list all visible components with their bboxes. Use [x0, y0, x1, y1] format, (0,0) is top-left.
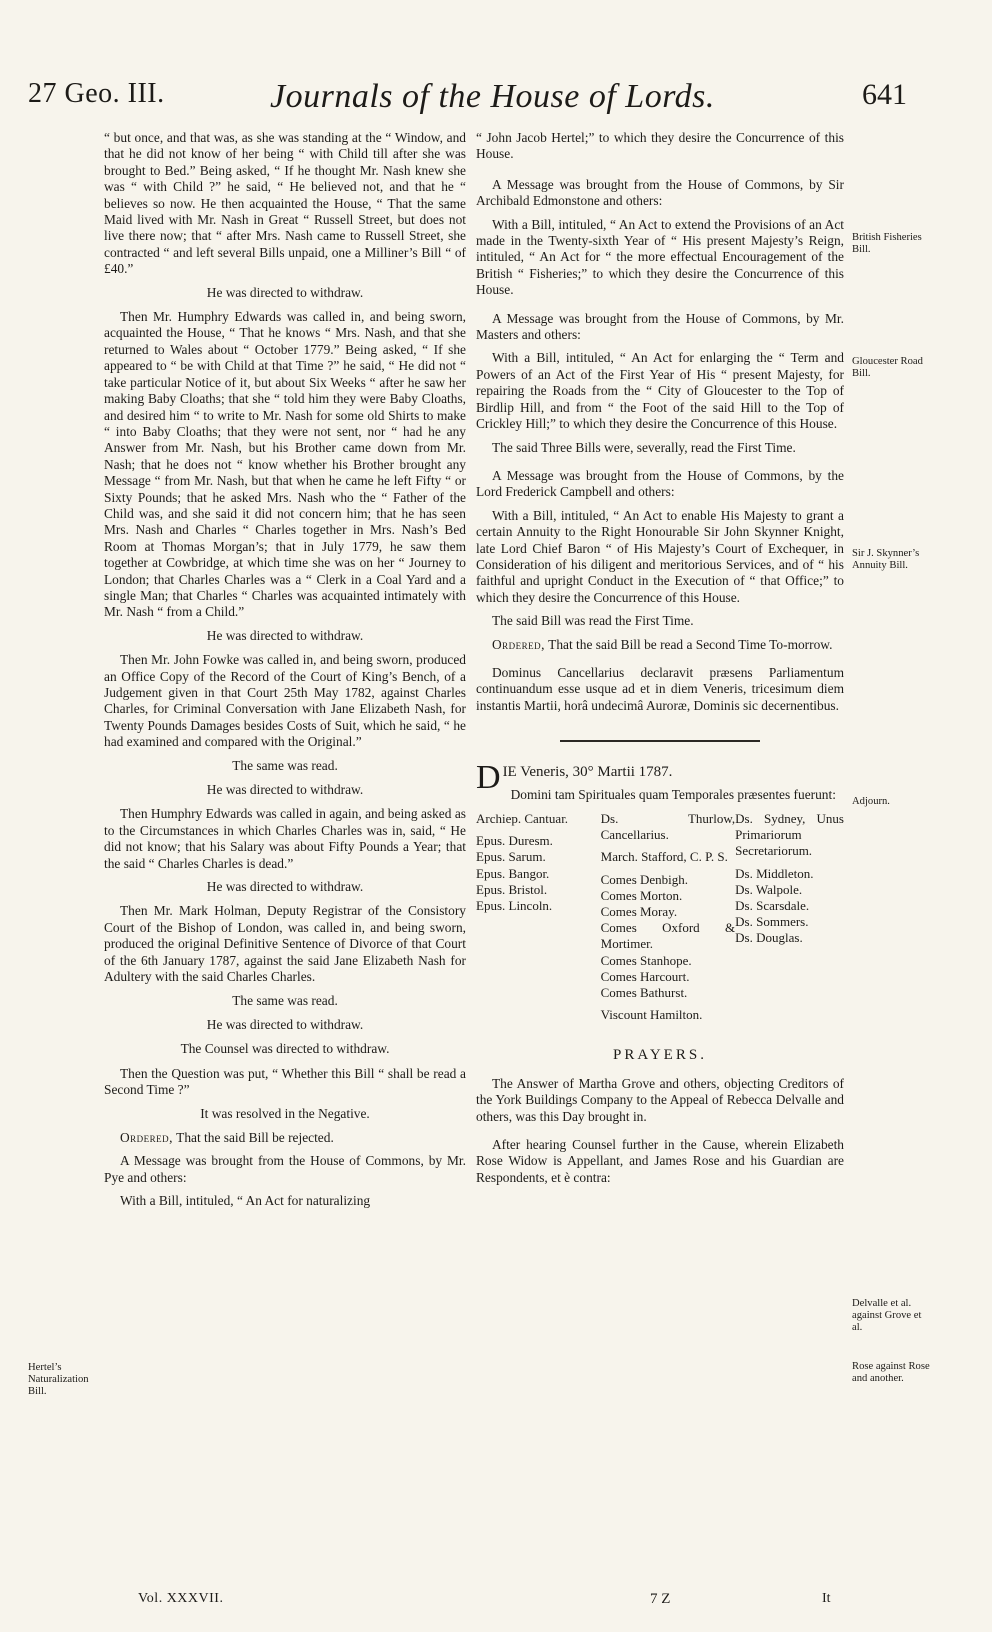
lord-entry: Epus. Bristol. — [476, 881, 548, 897]
lord-entry: March. Stafford, C. P. S. — [600, 849, 728, 865]
ordered-word: Ordered, — [120, 1129, 174, 1145]
message-paragraph: A Message was brought from the House of Commons, by Sir Archibald Edmonstone and others: — [476, 176, 844, 209]
lords-column-barons — [735, 811, 844, 1023]
testimony-paragraph: “ but once, and that was, as she was standing at the “ Window, and that he did not know of her being “ with Child till after she was brought to Bed.” Being asked, “ If he thought Mr. Nash knew she was “ with Child ?” he said, “ He believed not, and that he “ believes so now. He then acquainted the House, “ That the same Maid lived with Mr. Nash in Great “ Russell Street, but does not live there now; that “ after Mrs. Nash came to Russell Street, she contracted “ and left several Bills unpaid, one a Milliner’s Bill “ of £40.” — [104, 130, 466, 277]
lord-entry: Ds. Walpole. — [735, 881, 803, 897]
regnal-year: 27 Geo. III. — [28, 78, 165, 109]
lord-entry: Comes Harcourt. — [600, 968, 690, 984]
page-number: 641 — [862, 78, 907, 111]
withdraw-line: He was directed to withdraw. — [206, 627, 364, 643]
lord-entry: Epus. Lincoln. — [476, 898, 553, 914]
margin-note: Delvalle et al. against Grove et al. — [852, 1298, 922, 1333]
lords-column-spiritual — [476, 811, 601, 1023]
read-line: The same was read. — [232, 757, 338, 773]
catchword: It — [822, 1591, 831, 1606]
lord-entry: Ds. Sommers. — [735, 914, 809, 930]
page-header — [0, 78, 992, 118]
lord-entry: Epus. Sarum. — [476, 849, 546, 865]
message-paragraph: A Message was brought from the House of Commons, by Mr. Pye and others: — [104, 1153, 466, 1185]
margin-note: Adjourn. — [852, 796, 890, 807]
lord-entry: Ds. Douglas. — [735, 930, 803, 946]
margin-note: British Fisheries Bill. — [852, 232, 922, 255]
read-line: The same was read. — [232, 992, 338, 1008]
lord-entry: Epus. Bangor. — [476, 865, 550, 881]
first-reading-line: The said Bill was read the First Time. — [492, 613, 694, 629]
resolved-line: It was resolved in the Negative. — [200, 1105, 370, 1121]
lord-entry: Ds. Thurlow, Cancellarius. — [600, 811, 736, 843]
margin-note: Hertel’s Naturalization Bill. — [28, 1362, 89, 1397]
adjournment-paragraph: Dominus Cancellarius declaravit præsens Parliamentum continuandum esse usque ad et in diem Veneris, tricesimum diem instantis Martii, horâ undecimâ Auroræ, Dominis sic decernentibus. — [476, 664, 844, 713]
withdraw-line: He was directed to withdraw. — [206, 284, 364, 300]
bill-paragraph: With a Bill, intituled, “ An Act to extend the Provisions of an Act made in the Twenty-sixth Year of “ His present Majesty’s Reign, intituled, “ An Act for “ the more effectual Encouragement of the British “ Fisheries;” to which they desire the Concurrence of this House. — [476, 216, 844, 298]
section-divider — [560, 740, 760, 742]
bill-continuation: “ John Jacob Hertel;” to which they desire the Concurrence of this House. — [476, 130, 844, 162]
date-heading-text: IE Veneris, 30° Martii 1787. — [502, 764, 673, 781]
ordered-line — [104, 1130, 466, 1146]
question-line: Then the Question was put, “ Whether this Bill “ shall be read a Second Time ?” — [104, 1065, 466, 1098]
bill-paragraph: With a Bill, intituled, “ An Act to enable His Majesty to grant a certain Annuity to the Right Honourable Sir John Skynner Knight, late Lord Chief Baron “ of His Majesty’s Court of Exchequer, in Consideration of his diligent and meritorious Services, and of “ his faithful and upright Conduct in the Execution of “ that Office;” to which they desire the Concurrence of this House. — [476, 507, 844, 605]
withdraw-line: He was directed to withdraw. — [206, 879, 364, 895]
counsel-withdraw-line: The Counsel was directed to withdraw. — [180, 1041, 390, 1057]
withdraw-line: He was directed to withdraw. — [206, 1016, 364, 1032]
lords-present-list — [476, 811, 844, 1023]
margin-note: Gloucester Road Bill. — [852, 356, 923, 379]
signature-mark: 7 Z — [650, 1591, 671, 1607]
message-paragraph: A Message was brought from the House of Commons, by Mr. Masters and others: — [476, 310, 844, 343]
withdraw-line: He was directed to withdraw. — [206, 782, 364, 798]
bill-paragraph: With a Bill, intituled, “ An Act for naturalizing — [120, 1193, 371, 1209]
left-column — [104, 130, 466, 1217]
lord-entry: Comes Denbigh. — [600, 871, 689, 887]
journal-title: Journals of the House of Lords. — [270, 78, 715, 115]
answer-paragraph: The Answer of Martha Grove and others, objecting Creditors of the York Buildings Company to the Appeal of Rebecca Delvalle and others, was this Day brought in. — [476, 1075, 844, 1124]
ordered-line — [476, 637, 844, 653]
volume-label: Vol. XXXVII. — [138, 1591, 224, 1606]
drop-cap: D — [476, 759, 501, 797]
lords-column-temporal — [601, 811, 736, 1023]
margin-note: Rose against Rose and another. — [852, 1361, 930, 1384]
margin-note: Sir J. Skynner’s Annuity Bill. — [852, 548, 920, 571]
lord-entry: Ds. Middleton. — [735, 865, 814, 881]
lord-entry: Ds. Scarsdale. — [735, 898, 810, 914]
ordered-text: That the said Bill be read a Second Time To-morrow. — [548, 636, 833, 652]
lord-entry: Ds. Sydney, Unus Primariorum Secretariorum. — [735, 811, 844, 859]
lord-entry: Comes Stanhope. — [600, 952, 692, 968]
lord-entry: Comes Oxford & Mortimer. — [600, 920, 736, 952]
right-column — [476, 130, 844, 1193]
lord-entry: Comes Bathurst. — [600, 985, 688, 1001]
testimony-paragraph: Then Humphry Edwards was called in again, and being asked as to the Circumstances in which Charles Charles was in, said, “ He did not know; that his Salary was about Fifty Pounds a Year; that the said “ Charles Charles is dead.” — [104, 806, 466, 871]
bill-paragraph: With a Bill, intituled, “ An Act for enlarging the “ Term and Powers of an Act of the First Year of His “ present Majesty, for repairing the Roads from the “ City of Gloucester to the Top of Birdlip Hill, and from “ the Foot of the said Hill to the Top of Crickley Hill;” to which they desire the Concurrence of this House. — [476, 350, 844, 432]
lord-entry: Comes Morton. — [600, 887, 683, 903]
message-paragraph: A Message was brought from the House of Commons, by the Lord Frederick Campbell and others: — [476, 467, 844, 500]
ordered-word: Ordered, — [492, 636, 546, 652]
testimony-paragraph: Then Mr. Mark Holman, Deputy Registrar of the Consistory Court of the Bishop of London, was called in, and being sworn, produced the original Definitive Sentence of Divorce of that Court of the 6th January 1787, against the said Jane Elizabeth Nash for Adultery with the said Charles Charles. — [104, 903, 466, 985]
testimony-paragraph: Then Mr. Humphry Edwards was called in, and being sworn, acquainted the House, “ That he knows “ Mrs. Nash, and that she returned to Wales about “ October 1779.” Being asked, “ If she appeared to “ be with Child at that Time ?” he said, “ He did not “ take particular Notice of it, but about Six Weeks “ after he saw her making Baby Cloaths; that she “ told him they were Baby Cloaths, and desired him “ to write to Mr. Nash for some old Shirts to make “ into Baby Cloaths; that they were not sent, nor “ had he any Answer from Mr. Nash, but his Brother came down from Mr. Nash; that he does not “ know whether his Brother brought any Message “ from Mr. Nash, but that when he came he left Fifty “ or Sixty Pounds; that he asked Mrs. Nash who the “ Father of the Child was, and she said it did not concern him; that he has seen Mrs. Nash and Charles “ Charles together in Mrs. Nash’s Bed Room at Thomas Morgan’s; that in July 1779, he saw them together at Cowbridge, at which time she was on her “ Journey to London; that Charles Charles was a “ Clerk in a Coal Yard and a single Man; that Charles “ Charles was acquainted intimately with Mr. Nash “ from a Child.” — [104, 309, 466, 620]
lord-entry: Comes Moray. — [600, 904, 678, 920]
lord-entry: Archiep. Cantuar. — [476, 811, 569, 826]
cause-paragraph: After hearing Counsel further in the Cause, wherein Elizabeth Rose Widow is Appellant, and James Rose and his Guardian are Respondents, et è contra: — [476, 1137, 844, 1185]
lord-entry: Viscount Hamilton. — [600, 1007, 703, 1023]
testimony-paragraph: Then Mr. John Fowke was called in, and being sworn, produced an Office Copy of the Record of the Court of King’s Bench, of a Judgement given in that Court 25th May 1782, against Charles Charles, for Criminal Conversation with Jane Elizabeth Nash, for Twenty Pounds Damages besides Costs of Suit, which he said, “ he had examined and compared with the Original.” — [104, 652, 466, 750]
prayers-heading: PRAYERS. — [613, 1047, 707, 1064]
first-reading-line: The said Three Bills were, severally, read the First Time. — [492, 439, 796, 455]
lords-present-intro: Domini tam Spirituales quam Temporales præsentes fuerunt: — [510, 786, 836, 802]
ordered-text: That the said Bill be rejected. — [176, 1129, 334, 1145]
lord-entry: Epus. Duresm. — [476, 833, 553, 849]
